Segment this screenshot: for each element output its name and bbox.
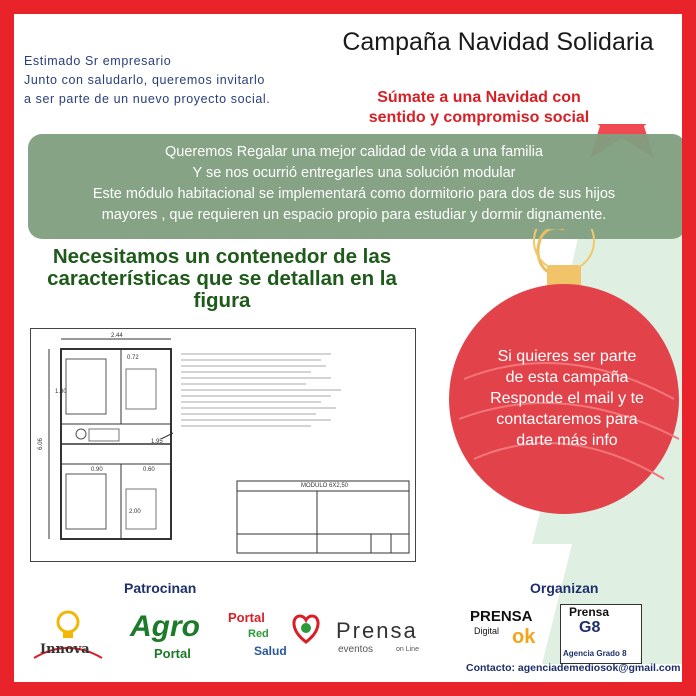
portal-red-salud-text: Salud — [254, 644, 287, 658]
prensa-digital-text: PRENSA — [470, 608, 533, 625]
sponsors-label: Patrocinan — [124, 580, 197, 596]
dimension-c: 2.00 — [129, 509, 141, 515]
ornament-text — [464, 346, 670, 451]
innova-text: Innova — [40, 642, 90, 657]
contact-email: Contacto: agenciademediosok@gmail.com — [466, 662, 681, 674]
ornament-line: darte más info — [516, 432, 618, 449]
banner-line: Y se nos ocurrió entregarles una solución modular — [192, 165, 516, 181]
tagline-line: sentido y compromiso social — [368, 109, 590, 126]
agencia-prensa-text: Prensa — [569, 605, 610, 619]
banner-line: mayores , que requieren un espacio propio para estudiar y dormir dignamente. — [101, 207, 607, 223]
agencia-grado8-logo — [560, 604, 642, 664]
requirement-line: características que se detallan en la — [47, 267, 397, 290]
ornament-line: Responde el mail y te — [490, 390, 644, 407]
ornament-line: de esta campaña — [505, 369, 629, 386]
agencia-grado8-text: Agencia Grado 8 — [563, 649, 627, 658]
tagline-line: Súmate a una Navidad con — [377, 89, 581, 106]
dimension-a: 0.72 — [127, 355, 139, 361]
banner-text — [34, 142, 674, 226]
requirement-line: Necesitamos un contenedor de las — [52, 245, 392, 268]
dimension-f: 1.95 — [151, 439, 163, 445]
portal-red-salud-text: Red — [248, 628, 269, 640]
dimension-top: 2.44 — [111, 333, 123, 339]
portal-red-salud-logo — [228, 610, 328, 670]
portal-red-salud-text: Portal — [228, 610, 265, 625]
dimension-d: 0.60 — [143, 467, 155, 473]
tagline — [354, 88, 604, 128]
organizers-label: Organizan — [530, 580, 599, 596]
intro-line: Estimado Sr empresario — [24, 54, 172, 68]
portal-text: Portal — [154, 646, 191, 661]
dimension-side: 6.06 — [37, 438, 44, 450]
intro-line: Junto con saludarlo, queremos invitarlo — [24, 73, 265, 87]
ornament-line: contactaremos para — [496, 411, 638, 428]
banner-line: Este módulo habitacional se implementará como dormitorio para dos de sus hijos — [92, 186, 616, 202]
eventos-text: eventos — [338, 644, 374, 655]
floor-plan-drawing — [30, 328, 416, 562]
title-block-label: MODULO 6X2,50 — [301, 483, 349, 489]
flyer — [14, 14, 682, 682]
banner-line: Queremos Regalar una mejor calidad de vida a una familia — [164, 144, 543, 160]
agro-portal-logo — [122, 610, 222, 666]
floor-plan-svg — [31, 329, 415, 561]
prensa-digital-logo — [470, 608, 548, 656]
ornament-line: Si quieres ser parte — [497, 348, 637, 365]
innova-logo — [32, 608, 104, 664]
intro-text — [24, 52, 324, 109]
digital-text: Digital — [474, 626, 500, 636]
agro-text: Agro — [130, 610, 200, 643]
ok-text: ok — [512, 626, 536, 648]
agencia-g8-text: G8 — [579, 619, 601, 636]
dimension-e: 0.90 — [91, 467, 103, 473]
intro-line: a ser parte de un nuevo proyecto social. — [24, 92, 271, 106]
heart-icon — [288, 610, 324, 646]
online-text: on Line — [396, 646, 419, 653]
dimension-b: 1.80 — [55, 389, 67, 395]
requirement-line: figura — [193, 289, 251, 312]
prensa-text: Prensa — [336, 618, 418, 643]
prensa-eventos-logo — [336, 618, 446, 664]
page-title: Campaña Navidad Solidaria — [342, 28, 654, 56]
requirement-heading — [22, 246, 422, 312]
